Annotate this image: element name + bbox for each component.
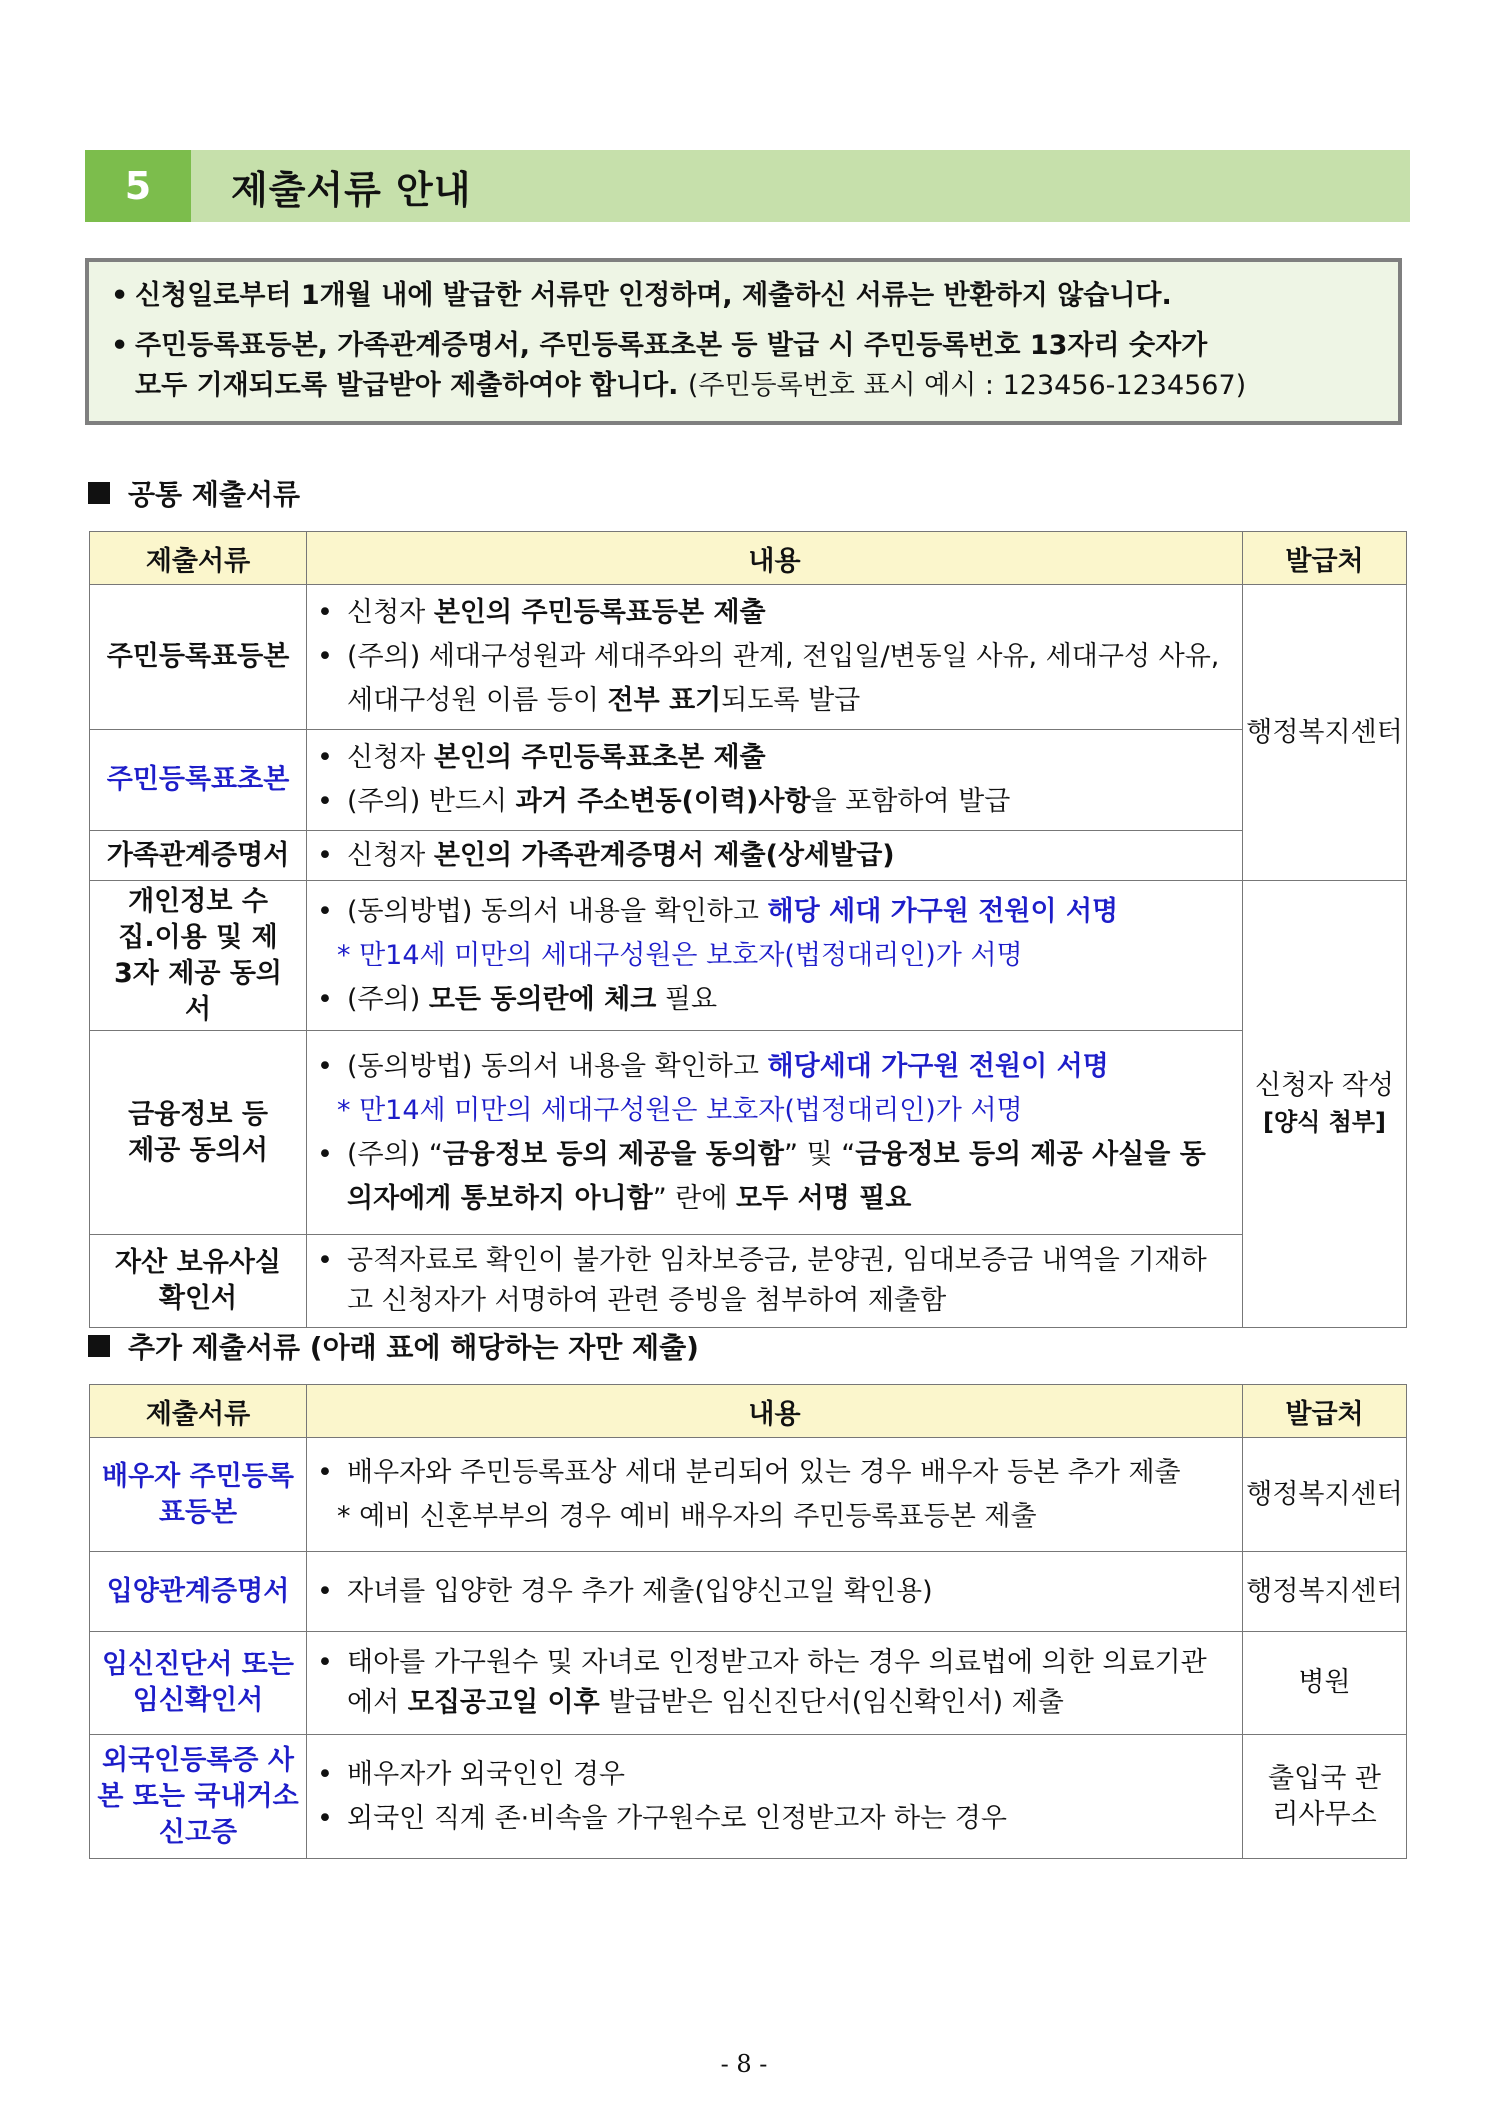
doc-content [307, 1735, 1243, 1859]
text: (주의) 세대구성원과 세대주와의 관계, 전입일/변동일 사유, 세대구성 사유, 세대구성원 이름 등이 [347, 641, 1220, 716]
table-row [90, 881, 1407, 1031]
footnote: * 만14세 미만의 세대구성원은 보호자(법정대리인)가 서명 [337, 1094, 1023, 1126]
col-header-content: 내용 [307, 1385, 1243, 1438]
table-row [90, 1632, 1407, 1735]
square-bullet-icon [88, 482, 110, 504]
doc-name: 주민등록표등본 [90, 585, 307, 730]
doc-content [307, 1552, 1243, 1632]
notice-line-2: 주민등록표등본, 가족관계증명서, 주민등록표초본 등 발급 시 주민등록번호 13자리 숫자가 [135, 330, 1208, 361]
issuer-cell: 행정복지센터 [1243, 585, 1407, 881]
bullet-icon: • [317, 895, 333, 927]
text-bold-blue: 해당세대 가구원 전원이 서명 [767, 1050, 1109, 1082]
text: 신청자 [347, 597, 434, 628]
bullet-icon: • [317, 1456, 333, 1488]
page-number: - 8 - [720, 2050, 768, 2078]
table-row [90, 1438, 1407, 1552]
issuer-cell: 행정복지센터 [1243, 1438, 1407, 1552]
square-bullet-icon [88, 1335, 110, 1357]
doc-content [307, 1438, 1243, 1552]
col-header-doc: 제출서류 [90, 1385, 307, 1438]
section-number: 5 [85, 150, 191, 222]
col-header-doc: 제출서류 [90, 532, 307, 585]
issuer-cell: 병원 [1243, 1632, 1407, 1735]
notice-box [85, 258, 1402, 425]
bullet-icon: • [111, 330, 129, 361]
text-bold: 전부 표기 [607, 685, 722, 716]
bullet-icon: • [317, 839, 333, 871]
bullet-icon: • [317, 786, 333, 817]
text-bold: 금융정보 등의 제공 사실을 동의자에게 통보하지 아니함 [347, 1138, 1206, 1214]
text: ” 및 “ [784, 1138, 856, 1170]
text: 신청자 [347, 839, 434, 871]
issuer-text: 신청자 작성 [1255, 1070, 1394, 1101]
bullet-icon: • [317, 1647, 333, 1678]
text: 자녀를 입양한 경우 추가 제출(입양신고일 확인용) [347, 1575, 933, 1607]
doc-content [307, 1235, 1243, 1328]
common-heading [88, 473, 300, 513]
bullet-icon: • [317, 1138, 333, 1170]
col-header-issuer: 발급처 [1243, 1385, 1407, 1438]
notice-example: (주민등록번호 표시 예시 : 123456-1234567) [687, 370, 1247, 401]
text: 되도록 발급 [721, 685, 861, 716]
text: 필요 [656, 983, 718, 1015]
text: 을 포함하여 발급 [810, 786, 1011, 817]
doc-content [307, 730, 1243, 831]
bullet-icon: • [317, 983, 333, 1015]
additional-heading-text: 추가 제출서류 (아래 표에 해당하는 자만 제출) [128, 1331, 699, 1364]
text: (주의) [347, 983, 429, 1015]
doc-name: 입양관계증명서 [90, 1552, 307, 1632]
issuer-cell: 출입국 관리사무소 [1243, 1735, 1407, 1859]
bullet-icon: • [317, 742, 333, 773]
footnote: * 예비 신혼부부의 경우 예비 배우자의 주민등록표등본 제출 [337, 1500, 1037, 1532]
common-docs-table [89, 531, 1407, 1328]
text-bold-blue: 해당 세대 가구원 전원이 서명 [767, 895, 1119, 927]
section-title: 제출서류 안내 [231, 167, 472, 212]
text-bold: 본인의 주민등록표등본 제출 [433, 597, 766, 628]
table-header-row [90, 1385, 1407, 1438]
doc-content [307, 585, 1243, 730]
doc-name: 주민등록표초본 [90, 730, 307, 831]
additional-heading [88, 1326, 699, 1366]
text: 신청자 [347, 742, 434, 773]
bullet-icon: • [317, 597, 333, 628]
col-header-content: 내용 [307, 532, 1243, 585]
bullet-icon: • [111, 280, 129, 311]
doc-content [307, 831, 1243, 881]
text: 외국인 직계 존·비속을 가구원수로 인정받고자 하는 경우 [347, 1802, 1007, 1834]
table-row [90, 1235, 1407, 1328]
table-row [90, 831, 1407, 881]
table-row [90, 1552, 1407, 1632]
issuer-note: [양식 첨부] [1262, 1108, 1387, 1136]
bullet-icon: • [317, 1245, 333, 1276]
table-header-row [90, 532, 1407, 585]
text-bold: 본인의 가족관계증명서 제출(상세발급) [433, 839, 895, 871]
doc-name: 개인정보 수집.이용 및 제3자 제공 동의서 [90, 881, 307, 1031]
text: (주의) “ [347, 1138, 443, 1170]
doc-name: 자산 보유사실 확인서 [90, 1235, 307, 1328]
doc-content [307, 881, 1243, 1031]
text: 발급받은 임신진단서(임신확인서) 제출 [599, 1687, 1064, 1718]
doc-content [307, 1632, 1243, 1735]
additional-docs-table [89, 1384, 1407, 1859]
table-row [90, 730, 1407, 831]
text-bold: 금융정보 등의 제공을 동의함 [442, 1138, 784, 1170]
notice-line-2-cont: 모두 기재되도록 발급받아 제출하여야 합니다. [135, 370, 679, 401]
table-row [90, 1031, 1407, 1235]
text: 배우자가 외국인인 경우 [347, 1758, 625, 1790]
bullet-icon: • [317, 1575, 333, 1607]
section-header [85, 150, 1410, 222]
doc-name: 임신진단서 또는 임신확인서 [90, 1632, 307, 1735]
bullet-icon: • [317, 641, 333, 672]
notice-line-1: 신청일로부터 1개월 내에 발급한 서류만 인정하며, 제출하신 서류는 반환하지 않습니다. [135, 280, 1172, 311]
text-bold: 본인의 주민등록표초본 제출 [433, 742, 766, 773]
doc-name: 금융정보 등 제공 동의서 [90, 1031, 307, 1235]
doc-name: 배우자 주민등록표등본 [90, 1438, 307, 1552]
doc-name: 외국인등록증 사본 또는 국내거소신고증 [90, 1735, 307, 1859]
text: 공적자료로 확인이 불가한 임차보증금, 분양권, 임대보증금 내역을 기재하고 신청자가 서명하여 관련 증빙을 첨부하여 제출함 [347, 1245, 1207, 1316]
text-bold: 모든 동의란에 체크 [428, 983, 657, 1015]
footnote: * 만14세 미만의 세대구성원은 보호자(법정대리인)가 서명 [337, 939, 1023, 971]
bullet-icon: • [317, 1050, 333, 1082]
issuer-cell: 행정복지센터 [1243, 1552, 1407, 1632]
text: (동의방법) 동의서 내용을 확인하고 [347, 1050, 768, 1082]
issuer-cell [1243, 881, 1407, 1328]
text-bold: 과거 주소변동(이력)사항 [515, 786, 811, 817]
table-row [90, 1735, 1407, 1859]
col-header-issuer: 발급처 [1243, 532, 1407, 585]
text: ” 란에 [652, 1182, 737, 1214]
text: 태아를 가구원수 및 자녀로 인정받고자 하는 경우 의료법에 의한 의료기관에서 [347, 1647, 1207, 1718]
text-bold: 모두 서명 필요 [736, 1182, 912, 1214]
text: 배우자와 주민등록표상 세대 분리되어 있는 경우 배우자 등본 추가 제출 [347, 1456, 1181, 1488]
text: (주의) 반드시 [347, 786, 516, 817]
text: (동의방법) 동의서 내용을 확인하고 [347, 895, 768, 927]
text-bold: 모집공고일 이후 [407, 1687, 600, 1718]
table-row [90, 585, 1407, 730]
doc-name: 가족관계증명서 [90, 831, 307, 881]
common-heading-text: 공통 제출서류 [128, 478, 301, 511]
bullet-icon: • [317, 1758, 333, 1790]
doc-content [307, 1031, 1243, 1235]
bullet-icon: • [317, 1802, 333, 1834]
